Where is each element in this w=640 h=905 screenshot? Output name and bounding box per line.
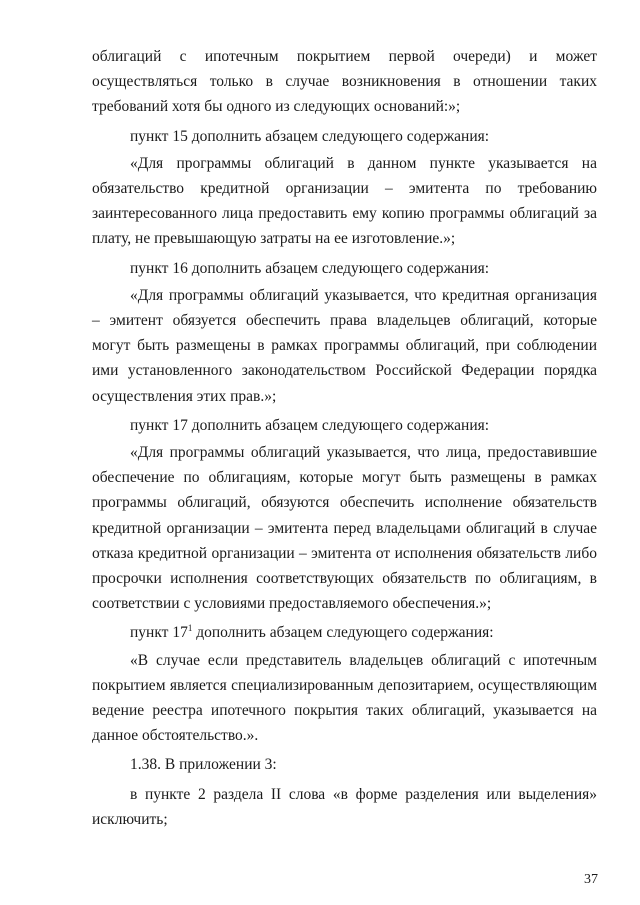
paragraph-item-15-text: «Для программы облигаций в данном пункте указывается на обязательство кредитной организации – эмитента по требованию заинтересованного лица предоставить ему копию программы облигаций за плату, не превышающую затраты на ее изготовление.»; bbox=[92, 154, 597, 248]
paragraph-item-17-text: «Для программы облигаций указывается, что лица, предоставившие обеспечение по облигациям, которые могут быть размещены в рамках программы облигаций, обязуются обеспечить исполнение обязательств кредитной организации – эмитента перед владельцами облигаций в случае отказа кредитной организации – эмитента от исполнения обязательств либо просрочки исполнения соответствующих обязательств по облигациям, в соответствии с условиями предоставляемого обеспечения.»; bbox=[92, 444, 597, 613]
paragraph-section-1-38: 1.38. В приложении 3: bbox=[130, 756, 277, 774]
paragraph-item-16-text: «Для программы облигаций указывается, что кредитная организация – эмитент обязуется обеспечить права владельцев облигаций, которые могут быть размещены в рамках программы облигаций, при соблюдении ими установленного законодательством Российской Федерации порядка осуществления этих прав.»; bbox=[92, 286, 597, 405]
paragraph-item-17-instruction: пункт 17 дополнить абзацем следующего содержания: bbox=[130, 416, 490, 434]
item-17-1-prefix: пункт 17 bbox=[130, 624, 188, 642]
document-body bbox=[92, 44, 597, 834]
page-number: 37 bbox=[584, 872, 598, 887]
paragraph-item-17-1-text: «В случае если представитель владельцев облигаций с ипотечным покрытием является специализированным депозитарием, осуществляющим ведение реестра ипотечного покрытия таких облигаций, указывается на данное обстоятельство.». bbox=[92, 651, 597, 745]
paragraph-item-15-instruction: пункт 15 дополнить абзацем следующего содержания: bbox=[130, 127, 490, 145]
item-17-1-superscript: 1 bbox=[187, 623, 193, 634]
paragraph-section-1-38-item: в пункте 2 раздела II слова «в форме разделения или выделения» исключить; bbox=[92, 785, 597, 828]
item-17-1-suffix: дополнить абзацем следующего содержания: bbox=[192, 624, 494, 642]
paragraph-item-17-1-instruction bbox=[92, 620, 597, 645]
paragraph-item-16-instruction: пункт 16 дополнить абзацем следующего содержания: bbox=[130, 259, 490, 277]
paragraph-continuation: облигаций с ипотечным покрытием первой очереди) и может осуществляться только в случае возникновения в отношении таких требований хотя бы одного из следующих оснований:»; bbox=[92, 48, 597, 116]
